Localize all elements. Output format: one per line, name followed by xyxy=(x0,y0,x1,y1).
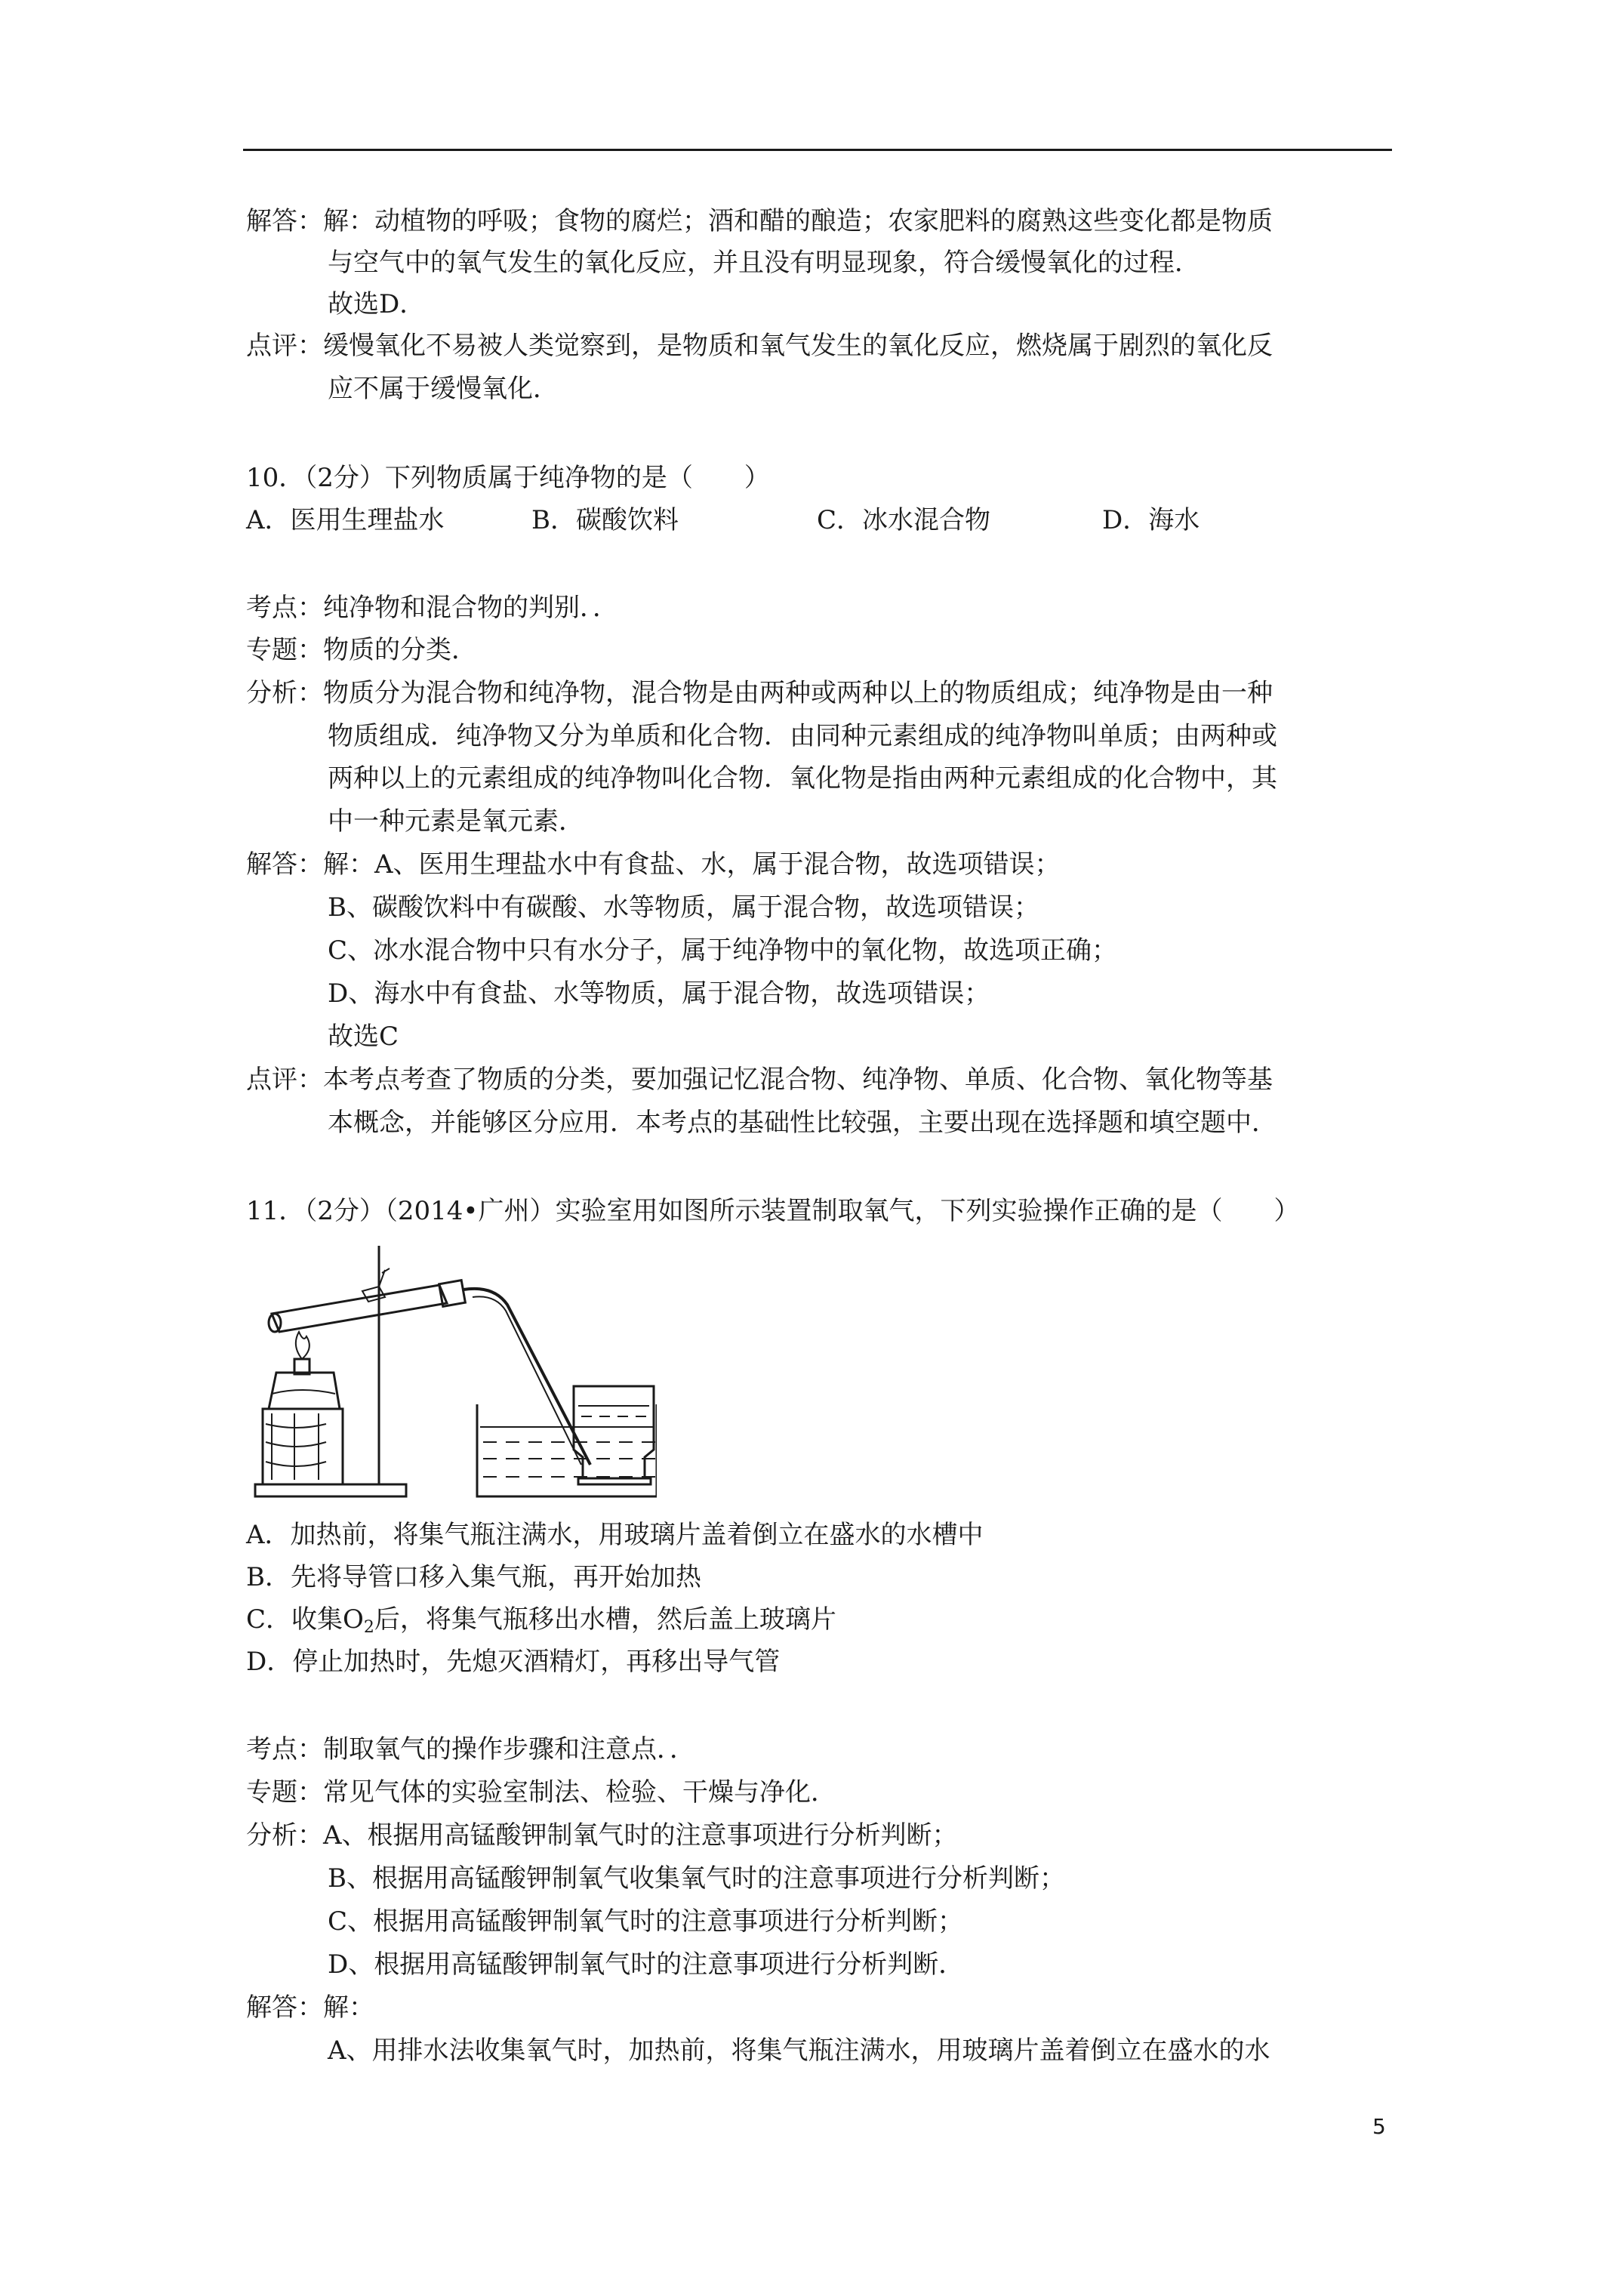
q10-zhuanti: 专题：物质的分类． xyxy=(246,635,477,665)
q10-analysis-line-2: 物质组成．纯净物又分为单质和化合物．由同种元素组成的纯净物叫单质；由两种或 xyxy=(328,721,1277,751)
q10-analysis-line-3: 两种以上的元素组成的纯净物叫化合物．氧化物是指由两种元素组成的化合物中，其 xyxy=(328,763,1277,794)
q11-option-b: B．先将导管口移入集气瓶，再开始加热 xyxy=(246,1562,701,1592)
q10-comment-line-1: 点评：本考点考查了物质的分类，要加强记忆混合物、纯净物、单质、化合物、氧化物等基 xyxy=(246,1065,1273,1095)
q11-analysis-line-1: 分析：A、根据用高锰酸钾制氧气时的注意事项进行分析判断； xyxy=(246,1820,958,1851)
q11-analysis-line-3: C、根据用高锰酸钾制氧气时的注意事项进行分析判断； xyxy=(328,1906,964,1937)
q10-option-c: C．冰水混合物 xyxy=(817,505,991,535)
q11-zhuanti: 专题：常见气体的实验室制法、检验、干燥与净化． xyxy=(246,1777,836,1808)
q11-analysis-line-4: D、根据用高锰酸钾制氧气时的注意事项进行分析判断． xyxy=(328,1949,965,1980)
q11-stem: 11．（2分）（2014•广州）实验室用如图所示装置制取氧气，下列实验操作正确的是（ ） xyxy=(246,1196,1300,1226)
q10-answer-line-5: 故选C xyxy=(328,1022,399,1052)
q10-option-b: B．碳酸饮料 xyxy=(531,505,679,535)
q9-answer-line-1: 解答：解：动植物的呼吸；食物的腐烂；酒和醋的酿造；农家肥料的腐熟这些变化都是物质 xyxy=(246,206,1273,236)
q9-comment-line-1: 点评：缓慢氧化不易被人类觉察到，是物质和氧气发生的氧化反应，燃烧属于剧烈的氧化反 xyxy=(246,331,1273,361)
q10-analysis-line-1: 分析：物质分为混合物和纯净物，混合物是由两种或两种以上的物质组成；纯净物是由一种 xyxy=(246,678,1273,708)
q11-analysis-line-2: B、根据用高锰酸钾制氧气收集氧气时的注意事项进行分析判断； xyxy=(328,1863,1065,1894)
q9-answer-line-2: 与空气中的氧气发生的氧化反应，并且没有明显现象，符合缓慢氧化的过程． xyxy=(328,248,1200,278)
q10-comment-line-2: 本概念，并能够区分应用．本考点的基础性比较强，主要出现在选择题和填空题中． xyxy=(328,1108,1277,1138)
q11-option-c: C．收集$O_2$后，将集气瓶移出水槽，然后盖上玻璃片 xyxy=(246,1604,836,1637)
q10-kaodian: 考点：纯净物和混合物的判别．． xyxy=(246,593,618,623)
header-rule xyxy=(243,149,1392,151)
q11-answer-line-1: 解答：解： xyxy=(246,1992,374,2023)
q10-option-a: A．医用生理盐水 xyxy=(246,505,445,535)
test-tube xyxy=(272,1285,447,1332)
q9-comment-line-2: 应不属于缓慢氧化． xyxy=(328,374,559,404)
q10-answer-line-4: D、海水中有食盐、水等物质，属于混合物，故选项错误； xyxy=(328,978,990,1009)
page-number: 5 xyxy=(1372,2114,1386,2139)
q10-analysis-line-4: 中一种元素是氧元素． xyxy=(328,806,584,837)
gas-collecting-jar xyxy=(574,1386,654,1478)
flame-icon xyxy=(296,1332,310,1359)
q11-kaodian: 考点：制取氧气的操作步骤和注意点．． xyxy=(246,1734,695,1764)
q10-option-d: D．海水 xyxy=(1102,505,1200,535)
oxygen-apparatus-figure xyxy=(249,1238,657,1510)
q9-answer-line-3: 故选D． xyxy=(328,289,426,319)
q10-answer-line-2: B、碳酸饮料中有碳酸、水等物质，属于混合物，故选项错误； xyxy=(328,892,1039,923)
q11-option-d: D．停止加热时，先熄灭酒精灯，再移出导气管 xyxy=(246,1647,781,1677)
q10-stem: 10．（2分）下列物质属于纯净物的是（ ） xyxy=(246,463,770,493)
stand-base xyxy=(255,1484,406,1496)
delivery-tube xyxy=(463,1289,590,1465)
q11-option-a: A．加热前，将集气瓶注满水，用玻璃片盖着倒立在盛水的水槽中 xyxy=(246,1520,984,1550)
glass-plate xyxy=(578,1478,651,1484)
q11-answer-line-2: A、用排水法收集氧气时，加热前，将集气瓶注满水，用玻璃片盖着倒立在盛水的水 xyxy=(328,2036,1270,2066)
q10-answer-line-1: 解答：解：A、医用生理盐水中有食盐、水，属于混合物，故选项错误； xyxy=(246,849,1061,880)
q10-answer-line-3: C、冰水混合物中只有水分子，属于纯净物中的氧化物，故选项正确； xyxy=(328,935,1118,966)
